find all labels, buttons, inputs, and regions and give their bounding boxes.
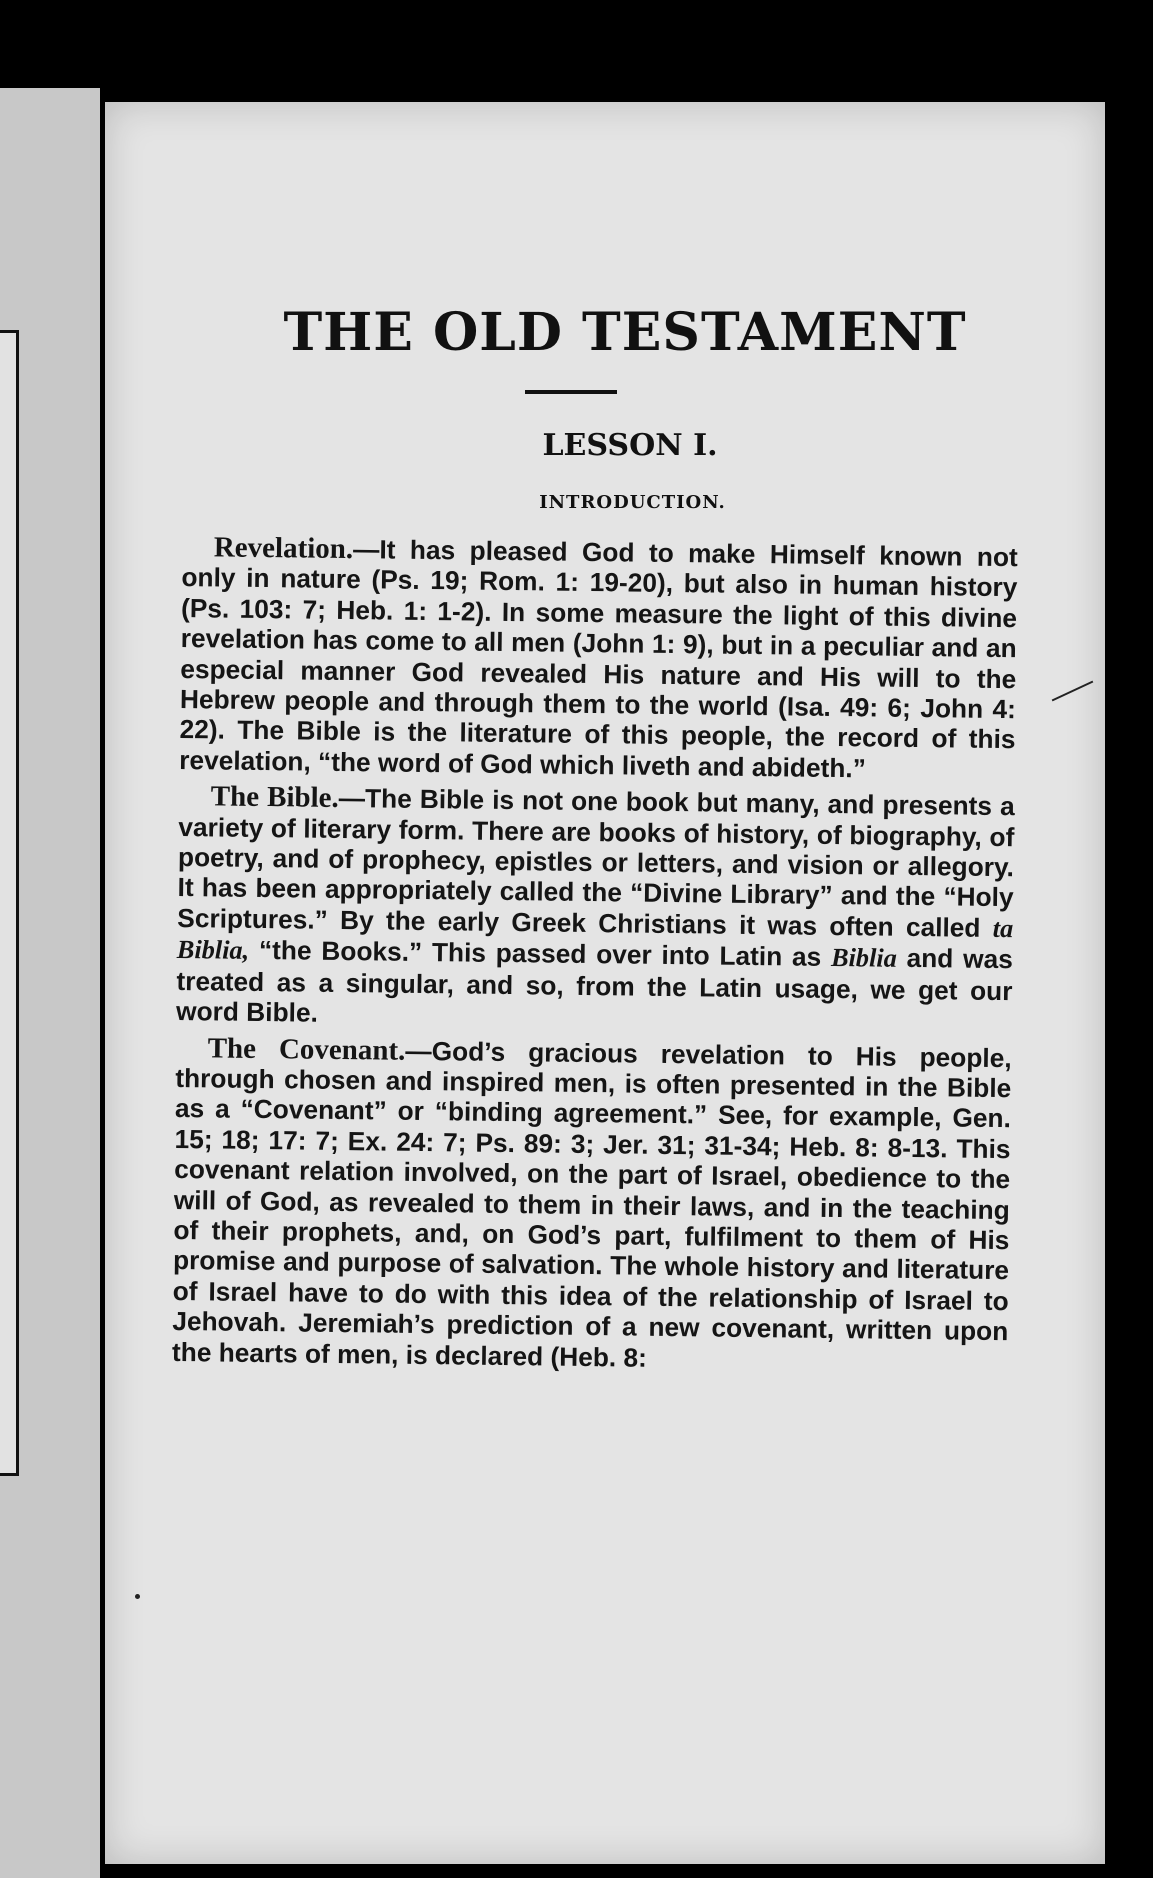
paragraph-text: —It has pleased God to make Himself known not only in nature (Ps. 19; Rom. 1: 19-20), but also in human history (Ps. 103: 7; Heb. 1: 1-2). In some measure the light of this divine revelation has come to all men (John 1: 9), but in a peculiar and an especial manner God revealed His nature and His will to the Hebrew people and through them to the world (Isa. 49: 6; John 4: 22). The Bible is the literature of this people, the record of this revelation, “the word of God which liveth and abideth.” — [179, 534, 1018, 784]
paragraph-heading: The Bible. — [210, 780, 339, 815]
paragraph-text: —The Bible is not one book but many, and presents a variety of literary form. There are books of history, of biography, of poetry, and of prophecy, epistles or letters, and vision or allegory. It has been appropriately called the “Divine Library” and the “Holy Scriptures.” By the early Greek Christians it was often called — [177, 783, 1015, 943]
page-title: THE OLD TESTAMENT — [283, 302, 967, 363]
italic-term: Biblia — [830, 943, 898, 974]
margin-dot — [135, 1594, 140, 1599]
paragraph-covenant — [172, 1032, 1012, 1377]
lesson-heading: LESSON I. — [542, 428, 718, 463]
facing-page-border — [0, 330, 19, 1476]
italic-term: ta Biblia, — [176, 913, 1014, 966]
paragraph-heading: Revelation. — [213, 531, 354, 566]
paragraph-text: —God’s gracious revelation to His people, through chosen and inspired men, is often presented in the Bible as a “Covenant” or “binding agreement.” See, for example, Gen. 15; 18; 17: 7; Ex. 24: 7; Ps. 89: 3; Jer. 31; 31-34; Heb. 8: 8-13. This covenant relation involved, on the part of Israel, obedience to the will of God, as revealed to them in their laws, and in the teaching of their prophets, and, on God’s part, fulfilment to them of His promise and purpose of salvation. The whole history and literature of Israel have to do with this idea of the relationship of Israel to Jehovah. Jeremiah’s prediction of a new covenant, written upon the hearts of men, is declared (Heb. 8: — [171, 1035, 1012, 1373]
paragraph-heading: The Covenant. — [207, 1031, 406, 1067]
paragraph-bible — [176, 781, 1015, 1036]
book-page — [105, 102, 1105, 1864]
paragraph-text: “the Books.” This passed over into Latin as — [249, 935, 832, 973]
title-divider — [525, 390, 617, 394]
section-heading: INTRODUCTION. — [539, 492, 726, 513]
body-text — [172, 532, 1018, 1383]
paragraph-revelation — [179, 532, 1018, 785]
paragraph-text: and was treated as a singular, and so, from the Latin usage, we get our word Bible. — [175, 943, 1014, 1028]
